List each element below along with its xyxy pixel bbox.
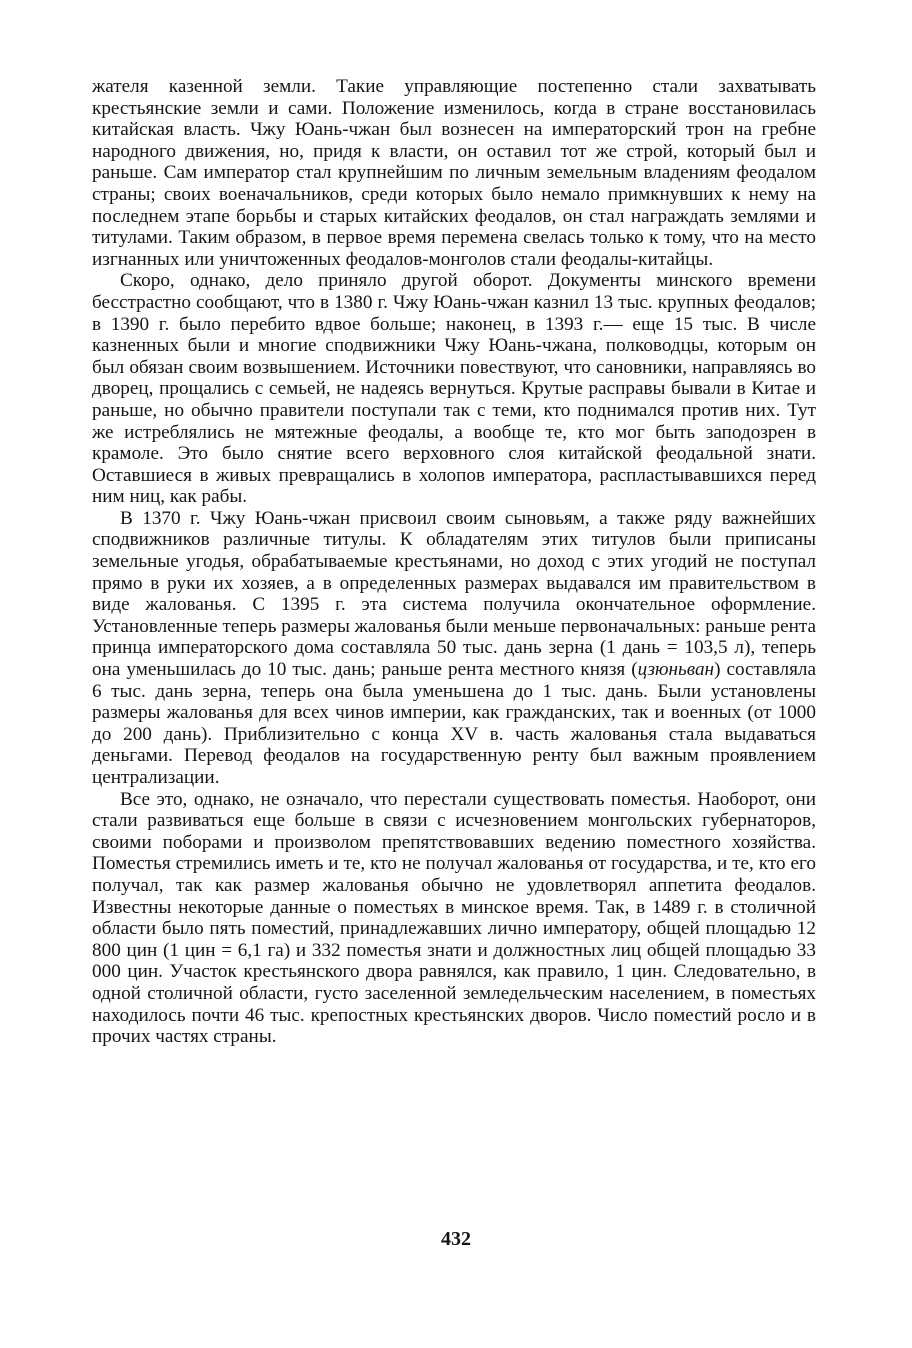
paragraph-2: Скоро, однако, дело приняло другой оборот. Документы минского времени бесстрастно сообщают, что в 1380 г. Чжу Юань-чжан казнил 13 тыс. крупных феодалов; в 1390 г. было перебито вдвое больше; наконец, в 1393 г.— еще 15 тыс. В числе казненных были и многие сподвижники Чжу Юань-чжана, полководцы, которым он был обязан своим возвышением. Источники повествуют, что сановники, направляясь во дворец, прощались с семьей, не надеясь вернуться. Крутые расправы бывали в Китае и раньше, но обычно правители поступали так с теми, кто поднимался против них. Тут же истреблялись не мятежные феодалы, а вообще те, кто мог быть заподозрен в крамоле. Это было снятие всего верховного слоя китайской феодальной знати. Оставшиеся в живых превращались в холопов императора, распластывавшихся перед ним ниц, как рабы.: [92, 270, 816, 508]
paragraph-3-text-before: В 1370 г. Чжу Юань-чжан присвоил своим сыновьям, а также ряду важнейших сподвижников различные титулы. К обладателям этих титулов были приписаны земельные угодья, обрабатываемые крестьянами, но доход с этих угодий не поступал прямо в руки их хозяев, а в определенных размерах выдавался им правительством в виде жалованья. С 1395 г. эта система получила окончательное оформление. Установленные теперь размеры жалованья были меньше первоначальных: раньше рента принца императорского дома составляла 50 тыс. дань зерна (1 дань = 103,5 л), теперь она уменьшилась до 10 тыс. дань; раньше рента местного князя (: [92, 507, 816, 681]
italic-term: цзюньван: [637, 659, 715, 681]
page-number: 432: [441, 1228, 471, 1250]
paragraph-4: Все это, однако, не означало, что перестали существовать поместья. Наоборот, они стали развиваться еще больше в связи с исчезновением монгольских губернаторов, своими поборами и произволом препятствовавших ведению поместного хозяйства. Поместья стремились иметь и те, кто не получал жалованья от государства, и те, кто его получал, так как размер жалованья обычно не удовлетворял аппетита феодалов. Известны некоторые данные о поместьях в минское время. Так, в 1489 г. в столичной области было пять поместий, принадлежавших лично императору, общей площадью 12 800 цин (1 цин = 6,1 га) и 332 поместья знати и должностных лиц общей площадью 33 000 цин. Участок крестьянского двора равнялся, как правило, 1 цин. Следовательно, в одной столичной области, густо заселенной земледельческим населением, в поместьях находилось почти 46 тыс. крепостных крестьянских дворов. Число поместий росло и в прочих частях страны.: [92, 788, 816, 1048]
paragraph-1: жателя казенной земли. Такие управляющие постепенно стали захватывать крестьянские земли и сами. Положение изменилось, когда в стране восстановилась китайская власть. Чжу Юань-чжан был вознесен на императорский трон на гребне народного движения, но, придя к власти, он оставил тот же строй, который был и раньше. Сам император стал крупнейшим по личным земельным владениям феодалом страны; своих военачальников, среди которых было немало примкнувших к нему на последнем этапе борьбы и старых китайских феодалов, он стал награждать землями и титулами. Таким образом, в первое время перемена свелась только к тому, что на место изгнанных или уничтоженных феодалов-монголов стали феодалы-китайцы.: [92, 76, 816, 270]
paragraph-3: [92, 508, 816, 789]
document-body: [92, 76, 816, 1048]
paragraph-3-text-after: ) составляла 6 тыс. дань зерна, теперь она была уменьшена до 1 тыс. дань. Были установлены размеры жалованья для всех чинов империи, как гражданских, так и военных (от 1000 до 200 дань). Приблизительно с конца XV в. часть жалованья стала выдаваться деньгами. Перевод феодалов на государственную ренту был важным проявлением централизации.: [92, 659, 816, 788]
